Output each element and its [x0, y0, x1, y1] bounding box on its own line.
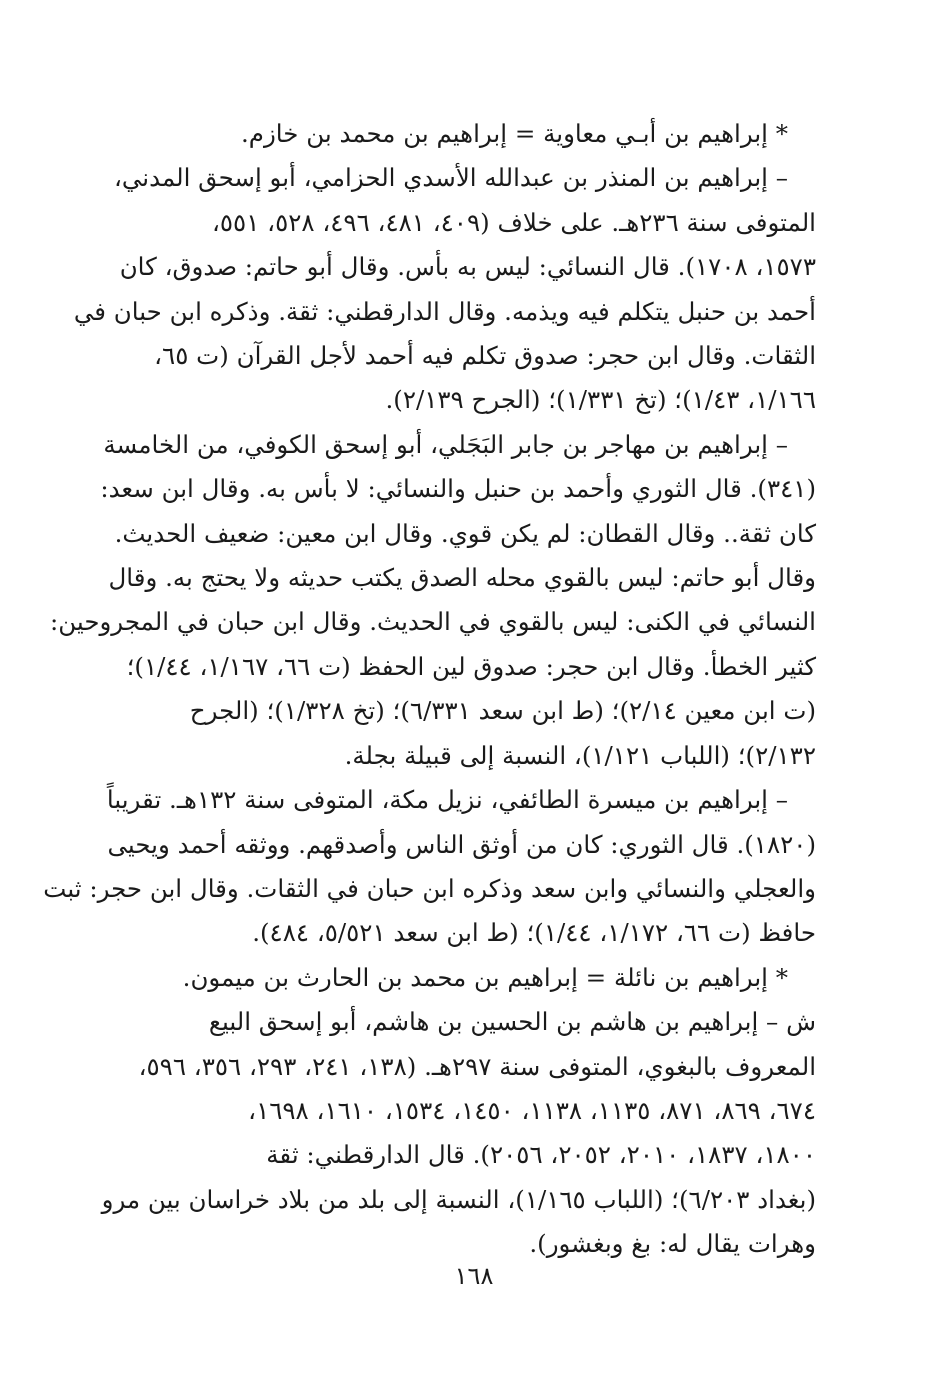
page-number: ١٦٨ [454, 1262, 494, 1290]
text-line: * إبراهيم بن أبـي معاوية = إبراهيم بن محمد بن خازم. [241, 119, 788, 148]
text-line: ش – إبراهيم بن هاشم بن الحسين بن هاشم، أبو إسحق البيع [208, 1007, 816, 1037]
text-line: ١٨٠٠، ١٨٣٧، ٢٠١٠، ٢٠٥٢، ٢٠٥٦). قال الدارقطني: ثقة [266, 1140, 816, 1170]
entry-cross-reference [128, 112, 816, 156]
text-line: أحمد بن حنبل يتكلم فيه ويذمه. وقال الدارقطني: ثقة. وذكره ابن حبان في [73, 296, 816, 326]
text-line: (١٨٢٠). قال الثوري: كان من أوثق الناس وأصدقهم. ووثقه أحمد ويحيى [107, 829, 816, 859]
entry-cross-reference [128, 956, 816, 1000]
text-line: كثير الخطأ. وقال ابن حجر: صدوق لين الحفظ (ت ٦٦، ١/١٦٧، ١/٤٤)؛ [126, 651, 816, 681]
entry-paragraph [73, 156, 816, 422]
text-line: ١/١٦٦، ١/٤٣)؛ (تخ ١/٣٣١)؛ (الجرح ٢/١٣٩). [385, 385, 816, 415]
text-line: – إبراهيم بن مهاجر بن جابر البَجَلي، أبو إسحق الكوفي، من الخامسة [103, 429, 788, 459]
text-line: * إبراهيم بن نائلة = إبراهيم بن محمد بن الحارث بن ميمون. [182, 962, 788, 992]
text-line: وهرات يقال له: بغ وبغشور). [529, 1229, 816, 1259]
text-line: الثقات. وقال ابن حجر: صدوق تكلم فيه أحمد لأجل القرآن (ت ٦٥، [154, 341, 816, 371]
text-line: وقال أبو حاتم: ليس بالقوي محله الصدق يكتب حديثه ولا يحتج به. وقال [108, 563, 816, 593]
text-line: (ت ابن معين ٢/١٤)؛ (ط ابن سعد ٦/٣٣١)؛ (تخ ١/٣٢٨)؛ (الجرح [189, 696, 816, 726]
text-line: المعروف بالبغوي، المتوفى سنة ٢٩٧هـ. (١٣٨، ٢٤١، ٢٩٣، ٣٥٦، ٥٩٦، [138, 1051, 816, 1081]
text-line: (٣٤١). قال الثوري وأحمد بن حنبل والنسائي: لا بأس به. وقال ابن سعد: [100, 474, 816, 504]
entry-paragraph [101, 1000, 816, 1266]
entry-paragraph [43, 778, 816, 956]
text-line: النسائي في الكنى: ليس بالقوي في الحديث. وقال ابن حبان في المجروحين: [50, 607, 816, 637]
entry-paragraph [50, 423, 816, 778]
text-line: – إبراهيم بن ميسرة الطائفي، نزيل مكة، المتوفى سنة ١٣٢هـ. تقريباً [106, 785, 788, 815]
text-line: ٦٧٤، ٨٦٩، ٨٧١، ١١٣٥، ١١٣٨، ١٤٥٠، ١٥٣٤، ١٦١٠، ١٦٩٨، [248, 1095, 816, 1125]
text-line: ١٥٧٣، ١٧٠٨). قال النسائي: ليس به بأس. وقال أبو حاتم: صدوق، كان [119, 252, 816, 282]
text-line: المتوفى سنة ٢٣٦هـ. على خلاف (٤٠٩، ٤٨١، ٤٩٦، ٥٢٨، ٥٥١، [211, 207, 816, 237]
text-line: (بغداد ٦/٢٠٣)؛ (اللباب ١/١٦٥)، النسبة إلى بلد من بلاد خراسان بين مرو [101, 1184, 816, 1214]
text-line: والعجلي والنسائي وابن سعد وذكره ابن حبان في الثقات. وقال ابن حجر: ثبت [43, 873, 816, 903]
document-body [43, 112, 816, 1267]
text-line: حافظ (ت ٦٦، ١/١٧٢، ١/٤٤)؛ (ط ابن سعد ٥/٥٢١، ٤٨٤). [252, 918, 816, 948]
text-line: ٢/١٣٢)؛ (اللباب ١/١٢١)، النسبة إلى قبيلة بجلة. [344, 740, 816, 770]
text-line: – إبراهيم بن المنذر بن عبدالله الأسدي الحزامي، أبو إسحق المدني، [113, 163, 788, 193]
text-line: كان ثقة.. وقال القطان: لم يكن قوي. وقال ابن معين: ضعيف الحديث. [114, 518, 816, 548]
